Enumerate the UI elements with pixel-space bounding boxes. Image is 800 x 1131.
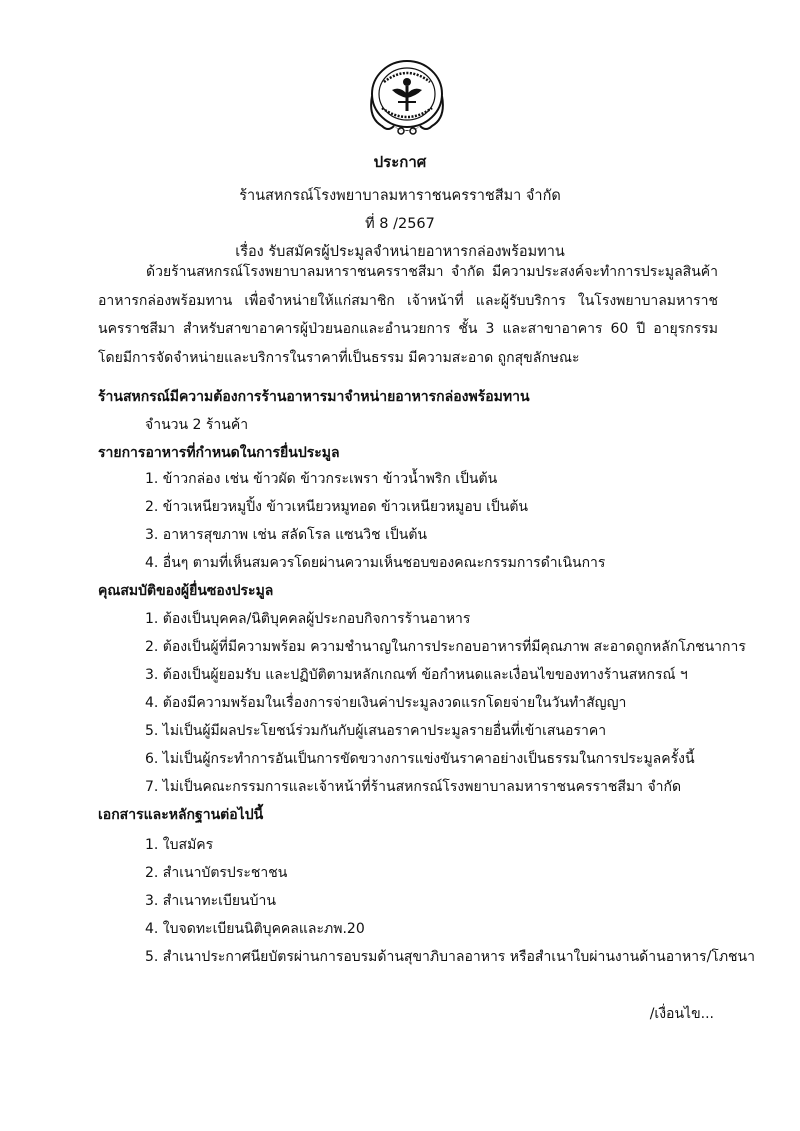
documents-heading: เอกสารและหลักฐานต่อไปนี้	[98, 807, 264, 823]
continued-marker: /เงื่อนไข...	[649, 1006, 714, 1022]
hospital-seal-logo	[368, 56, 446, 140]
document-item: 5. สำเนาประกาศนียบัตรผ่านการอบรมด้านสุขาภิบาลอาหาร หรือสำเนาใบผ่านงานด้านอาหาร/โภชนา	[145, 949, 755, 965]
announcement-number: ที่ 8 /2567	[365, 216, 435, 232]
document-item: 2. สำเนาบัตรประชาชน	[145, 865, 288, 881]
organization-name: ร้านสหกรณ์โรงพยาบาลมหาราชนครราชสีมา จำกัด	[239, 188, 561, 204]
qualification-item: 1. ต้องเป็นบุคคล/นิติบุคคลผู้ประกอบกิจการร้านอาหาร	[145, 611, 471, 627]
document-item: 1. ใบสมัคร	[145, 837, 214, 853]
food-item: 2. ข้าวเหนียวหมูปิ้ง ข้าวเหนียวหมูทอด ข้าวเหนียวหมูอบ เป็นต้น	[145, 499, 529, 515]
document-item: 4. ใบจดทะเบียนนิติบุคคลและภพ.20	[145, 921, 365, 937]
food-item: 3. อาหารสุขภาพ เช่น สลัดโรล แซนวิช เป็นต้น	[145, 527, 427, 543]
food-item: 4. อื่นๆ ตามที่เห็นสมควรโดยผ่านความเห็นชอบของคณะกรรมการดำเนินการ	[145, 555, 606, 571]
food-items-heading: รายการอาหารที่กำหนดในการยื่นประมูล	[98, 445, 340, 461]
qualification-item: 7. ไม่เป็นคณะกรรมการและเจ้าหน้าที่ร้านสหกรณ์โรงพยาบาลมหาราชนครราชสีมา จำกัด	[145, 779, 682, 795]
qualification-item: 5. ไม่เป็นผู้มีผลประโยชน์ร่วมกันกับผู้เสนอราคาประมูลรายอื่นที่เข้าเสนอราคา	[145, 723, 607, 739]
qualification-item: 2. ต้องเป็นผู้ที่มีความพร้อม ความชำนาญในการประกอบอาหารที่มีคุณภาพ สะอาดถูกหลักโภชนาการ	[145, 639, 746, 655]
requirement-count: จำนวน 2 ร้านค้า	[145, 417, 249, 433]
intro-paragraph: ด้วยร้านสหกรณ์โรงพยาบาลมหาราชนครราชสีมา จำกัด มีความประสงค์จะทำการประมูลสินค้าอาหารกล่องพร้อมทาน เพื่อจำหน่ายให้แก่สมาชิก เจ้าหน้าที่ และผู้รับบริการ ในโรงพยาบาลมหาราชนครราชสีมา สำหรับสาขาอาคารผู้ป่วยนอกและอำนวยการ ชั้น 3 และสาขาอาคาร 60 ปี อายุรกรรม โดยมีการจัดจำหน่ายและบริการในราคาที่เป็นธรรม มีความสะอาด ถูกสุขลักษณะ	[98, 264, 718, 366]
document-item: 3. สำเนาทะเบียนบ้าน	[145, 893, 276, 909]
food-item: 1. ข้าวกล่อง เช่น ข้าวผัด ข้าวกระเพรา ข้าวน้ำพริก เป็นต้น	[145, 471, 498, 487]
qualification-item: 4. ต้องมีความพร้อมในเรื่องการจ่ายเงินค่าประมูลงวดแรกโดยจ่ายในวันทำสัญญา	[145, 695, 627, 711]
qualification-item: 3. ต้องเป็นผู้ยอมรับ และปฏิบัติตามหลักเกณฑ์ ข้อกำหนดและเงื่อนไขของทางร้านสหกรณ์ ฯ	[145, 667, 688, 683]
announcement-subject: เรื่อง รับสมัครผู้ประมูลจำหน่ายอาหารกล่องพร้อมทาน	[235, 244, 565, 260]
requirement-heading: ร้านสหกรณ์มีความต้องการร้านอาหารมาจำหน่ายอาหารกล่องพร้อมทาน	[98, 389, 530, 405]
page-title: ประกาศ	[373, 153, 427, 171]
qualifications-heading: คุณสมบัติของผู้ยื่นซองประมูล	[98, 583, 274, 599]
qualification-item: 6. ไม่เป็นผู้กระทำการอันเป็นการขัดขวางการแข่งขันราคาอย่างเป็นธรรมในการประมูลครั้งนี้	[145, 751, 695, 767]
